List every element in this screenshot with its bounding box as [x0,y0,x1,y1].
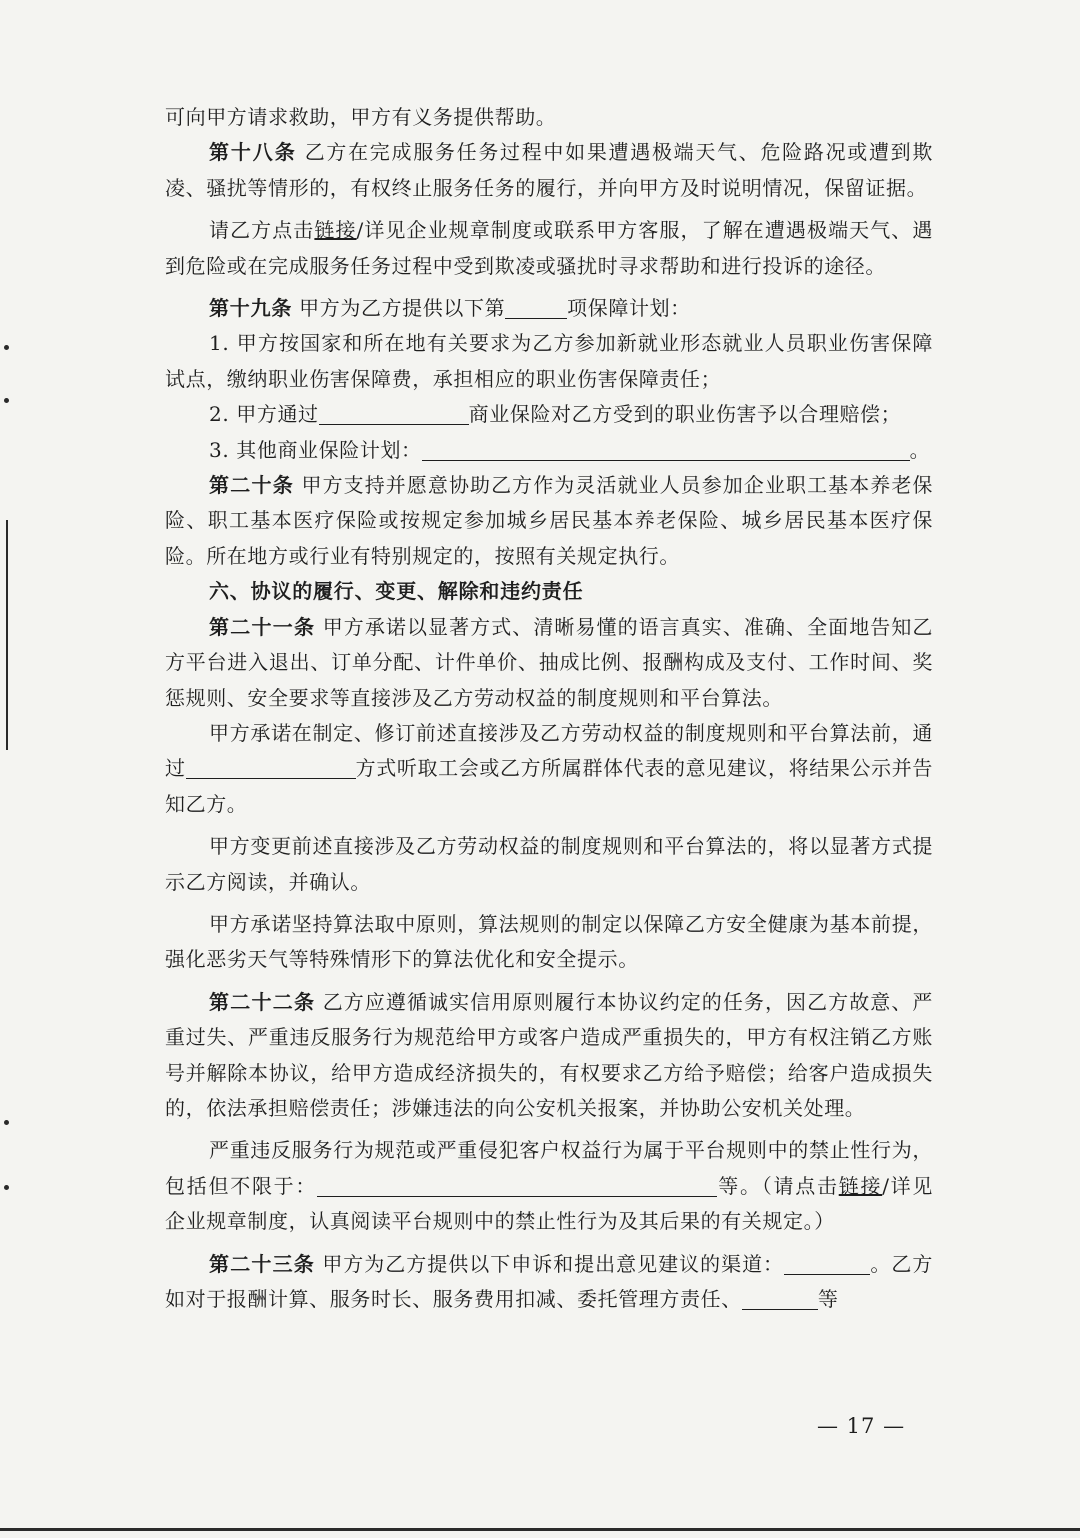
help-link[interactable]: 链接 [314,218,357,243]
paragraph-continuation: 可向甲方请求救助，甲方有义务提供帮助。 [165,105,557,129]
consultation-method-blank[interactable] [186,756,356,779]
article-21-paragraph-4: 甲方承诺坚持算法取中原则，算法规则的制定以保障乙方安全健康为基本前提，强化恶劣天气等特殊情形下的算法优化和安全提示。 [165,911,933,972]
page-number: — 17 — [817,1414,906,1438]
article-22-title: 第二十二条 [209,989,316,1014]
article-20-title: 第二十条 [209,473,295,498]
article-19-item-2: 2. 甲方通过 商业保险对乙方受到的职业伤害予以合理赔偿； [209,402,902,427]
scan-bottom-edge [0,1528,1080,1531]
article-19: 第十九条 甲方为乙方提供以下第 项保障计划： [209,296,691,321]
complaint-channel-blank[interactable] [784,1252,870,1275]
article-18-title: 第十八条 [209,140,297,165]
article-21-paragraph-3: 甲方变更前述直接涉及乙方劳动权益的制度规则和平台算法的，将以显著方式提示乙方阅读，并确认。 [165,834,933,894]
article-21: 第二十一条 甲方承诺以显著方式、清晰易懂的语言真实、准确、全面地告知乙方平台进入退出、订单分配、计件单价、抽成比例、报酬构成及支付、工作时间、奖惩规则、安全要求等直接涉及乙方劳动权益的制度规则和平台算法。 [165,614,934,710]
article-21-paragraph-2: 甲方承诺在制定、修订前述直接涉及乙方劳动权益的制度规则和平台算法前，通过 方式听取工会或乙方所属群体代表的意见建议，将结果公示并告知乙方。 [165,720,933,816]
article-22: 第二十二条 乙方应遵循诚实信用原则履行本协议约定的任务，因乙方故意、严重过失、严重违反服务行为规范给甲方或客户造成严重损失的，甲方有权注销乙方账号并解除本协议，给甲方造成经济损失的，有权要求乙方给予赔偿；给客户造成损失的，依法承担赔偿责任；涉嫌违法的向公安机关报案，并协助公安机关处理。 [165,989,934,1120]
article-23-title: 第二十三条 [209,1251,315,1276]
section-6-heading: 六、协议的履行、变更、解除和违约责任 [209,579,584,604]
plan-number-blank[interactable] [505,296,567,319]
scan-edge-mark [6,520,8,750]
rules-link[interactable]: 链接 [838,1173,883,1198]
insurance-blank[interactable] [319,402,469,425]
article-21-title: 第二十一条 [209,614,316,639]
scan-dot [4,345,9,350]
other-insurance-blank[interactable] [422,438,910,461]
article-22-paragraph-2: 严重违反服务行为规范或严重侵犯客户权益行为属于平台规则中的禁止性行为，包括但不限于： 等。（请点击链接/详见企业规章制度，认真阅读平台规则中的禁止性行为及其后果的有关规定。） [165,1138,934,1234]
dispute-matter-blank[interactable] [742,1287,818,1310]
article-19-title: 第十九条 [209,296,293,321]
scan-dot [4,398,9,403]
article-19-item-1: 1. 甲方按国家和所在地有关要求为乙方参加新就业形态就业人员职业伤害保障试点，缴纳职业伤害保障费，承担相应的职业伤害保障责任； [165,331,933,391]
scan-dot [4,1120,9,1125]
scan-dot [4,1185,9,1190]
article-19-item-3: 3. 其他商业保险计划： 。 [209,437,931,462]
article-23: 第二十三条 甲方为乙方提供以下申诉和提出意见建议的渠道： 。乙方如对于报酬计算、服务时长、服务费用扣减、委托管理方责任、 等 [165,1251,934,1311]
help-link-paragraph: 请乙方点击链接/详见企业规章制度或联系甲方客服，了解在遭遇极端天气、遇到危险或在完成服务任务过程中受到欺凌或骚扰时寻求帮助和进行投诉的途径。 [165,218,933,278]
document-body [165,100,933,1317]
prohibited-behavior-blank[interactable] [317,1174,717,1197]
article-18: 第十八条 乙方在完成服务任务过程中如果遭遇极端天气、危险路况或遭到欺凌、骚扰等情形的，有权终止服务任务的履行，并向甲方及时说明情况，保留证据。 [165,140,933,200]
article-20: 第二十条 甲方支持并愿意协助乙方作为灵活就业人员参加企业职工基本养老保险、职工基本医疗保险或按规定参加城乡居民基本养老保险、城乡居民基本医疗保险。所在地方或行业有特别规定的，按照有关规定执行。 [165,473,933,568]
